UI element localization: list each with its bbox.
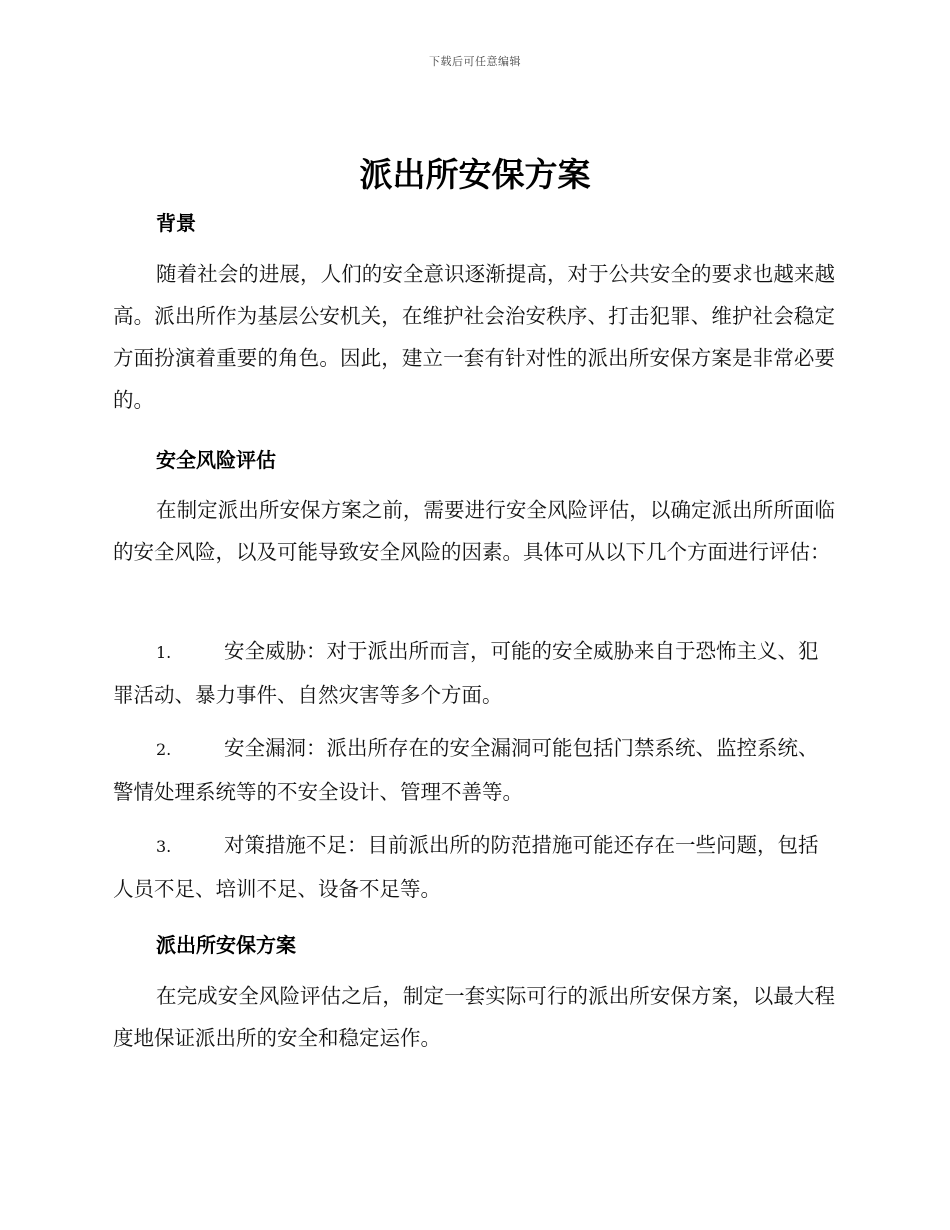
list-item-number: 1. [156, 643, 172, 662]
header-note: 下载后可任意编辑 [429, 55, 521, 68]
list-item-number: 3. [156, 837, 172, 856]
paragraph-background: 随着社会的进展，人们的安全意识逐渐提高，对于公共安全的要求也越来越高。派出所作为基层公安机关，在维护社会治安秩序、打击犯罪、维护社会稳定方面扮演着重要的角色。因此，建立一套有针对性的派出所安保方案是非常必要的。 [113, 262, 835, 412]
list-item [113, 824, 835, 910]
paragraph-risk: 在制定派出所安保方案之前，需要进行安全风险评估，以确定派出所所面临的安全风险，以及可能导致安全风险的因素。具体可从以下几个方面进行评估： [113, 498, 835, 564]
paragraph-plan: 在完成安全风险评估之后，制定一套实际可行的派出所安保方案，以最大程度地保证派出所的安全和稳定运作。 [113, 984, 835, 1050]
page-title: 派出所安保方案 [359, 155, 591, 194]
list-item [113, 727, 835, 813]
list-item-text: 安全威胁：对于派出所而言，可能的安全威胁来自于恐怖主义、犯罪活动、暴力事件、自然灾害等多个方面。 [113, 639, 819, 707]
list-item [113, 630, 835, 716]
list-item-number: 2. [156, 740, 172, 759]
section-heading-background: 背景 [156, 211, 196, 235]
section-heading-plan: 派出所安保方案 [156, 933, 296, 957]
section-heading-risk: 安全风险评估 [156, 448, 276, 472]
list-item-text: 安全漏洞：派出所存在的安全漏洞可能包括门禁系统、监控系统、警情处理系统等的不安全设计、管理不善等。 [113, 736, 819, 804]
list-item-text: 对策措施不足：目前派出所的防范措施可能还存在一些问题，包括人员不足、培训不足、设备不足等。 [113, 833, 819, 901]
